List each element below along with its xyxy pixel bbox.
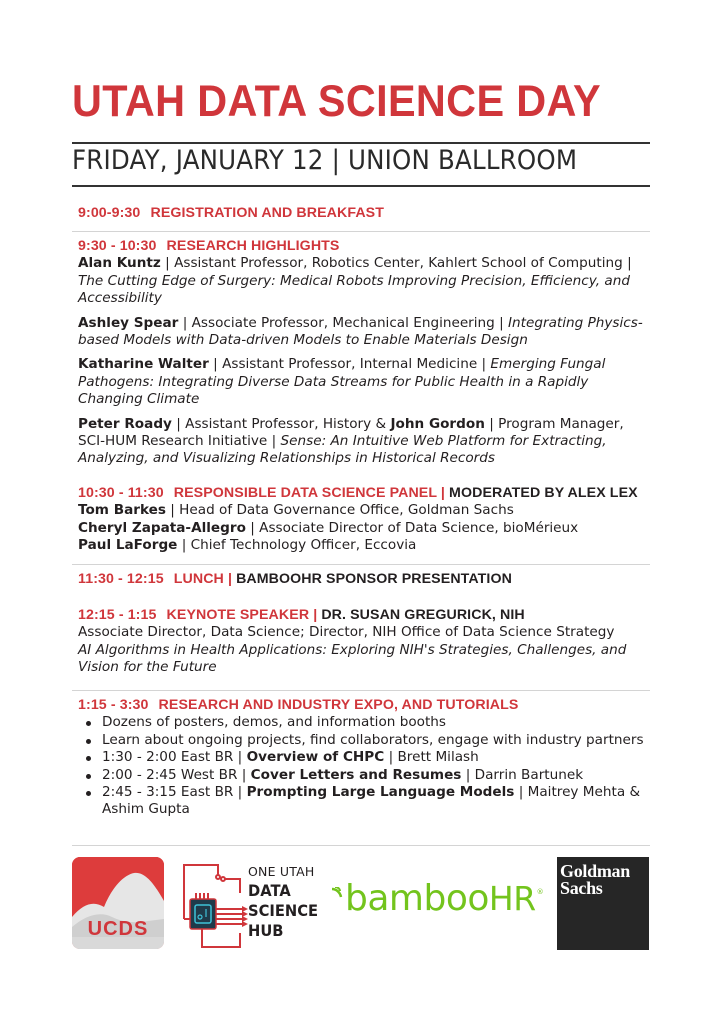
separator: | [233, 749, 247, 766]
separator: | [494, 314, 509, 331]
expo-item-text: Learn about ongoing projects, find collaborators, engage with industry partners [102, 731, 644, 748]
section-title: REGISTRATION AND BREAKFAST [150, 205, 385, 221]
separator: | [461, 766, 475, 783]
separator: | [477, 356, 491, 373]
hub-line-1: ONE UTAH [248, 864, 315, 879]
section-title: RESEARCH AND INDUSTRY EXPO, AND TUTORIALS [158, 697, 519, 713]
section-header [78, 697, 650, 714]
time-slot: 9:00-9:30 [78, 205, 141, 221]
speaker-name: Ashley Spear [78, 314, 179, 331]
talk-item [78, 255, 650, 307]
schedule-keynote [78, 607, 650, 677]
talk-item [78, 416, 650, 468]
goldman-sachs-logo [557, 857, 649, 950]
section-title: LUNCH [173, 571, 224, 587]
event-title: UTAH DATA SCIENCE DAY [72, 77, 601, 126]
time-slot: 9:30 - 10:30 [78, 238, 157, 254]
separator: | [245, 519, 260, 536]
sponsor-logos [0, 855, 722, 955]
separator: | [233, 784, 247, 801]
speaker-role: Assistant Professor, History & [185, 415, 387, 432]
keynote-role: Associate Director, Data Science; Director, NIH Office of Data Science Strategy [78, 624, 615, 641]
tutorial-slot: 2:00 - 2:45 West BR [102, 766, 238, 783]
keynote-talk-title: AI Algorithms in Health Applications: Exploring NIH's Strategies, Challenges, and Vision for the Future [78, 641, 627, 676]
tutorial-slot: 1:30 - 2:00 East BR [102, 749, 234, 766]
ucds-logo [72, 857, 164, 949]
separator: | [223, 571, 237, 587]
speaker-name: Katharine Walter [78, 356, 209, 373]
speaker-role-2: Program Manager, SCI-HUM Research Initiative [78, 415, 624, 450]
schedule-research-highlights [78, 238, 650, 468]
speaker-name: Alan Kuntz [78, 255, 161, 272]
panelist [78, 537, 650, 554]
time-slot: 1:15 - 3:30 [78, 697, 149, 713]
speaker-role: Assistant Professor, Internal Medicine [222, 356, 478, 373]
talk-title: Integrating Physics-based Models with Data-driven Models to Enable Materials Design [78, 314, 643, 349]
hub-line-2: DATA [248, 881, 291, 900]
panelist-role: Associate Director of Data Science, bioMérieux [259, 519, 579, 536]
schedule-registration [78, 205, 650, 222]
section-header [78, 205, 650, 222]
separator: | [309, 607, 322, 623]
separator: | [208, 356, 223, 373]
separator: | [165, 502, 180, 519]
separator: | [384, 749, 398, 766]
tutorial-presenter: Darrin Bartunek [474, 766, 584, 783]
time-slot: 12:15 - 1:15 [78, 607, 157, 623]
separator: | [622, 255, 632, 272]
panelist [78, 502, 650, 519]
separator: | [237, 766, 251, 783]
time-slot: 10:30 - 11:30 [78, 485, 164, 501]
expo-item [102, 714, 650, 731]
title-divider-bottom [72, 185, 650, 187]
schedule-lunch [78, 571, 650, 588]
panelist-name: Tom Barkes [78, 502, 166, 519]
section-header [78, 485, 650, 502]
speaker-name: Peter Roady [78, 415, 172, 432]
panelist [78, 520, 650, 537]
expo-item [102, 732, 650, 749]
separator: | [178, 314, 192, 331]
registered-mark: ® [536, 888, 544, 896]
separator: | [514, 784, 528, 801]
tutorial-session: Prompting Large Language Models [246, 784, 515, 801]
hub-line-4: HUB [248, 921, 284, 940]
section-title: RESEARCH HIGHLIGHTS [166, 238, 340, 254]
moderator: MODERATED BY ALEX LEX [449, 485, 638, 501]
circuit-chip-icon [178, 861, 248, 949]
speaker-role: Associate Professor, Mechanical Engineering [191, 314, 495, 331]
section-divider [72, 231, 650, 232]
panelist-name: Paul LaForge [78, 537, 178, 554]
tutorial-session: Overview of CHPC [246, 749, 385, 766]
section-divider [72, 690, 650, 691]
speaker-name-2: John Gordon [390, 415, 485, 432]
talk-title: Sense: An Intuitive Web Platform for Extracting, Analyzing, and Visualizing Relationships in Historical Records [78, 433, 607, 467]
leaf-icon [331, 887, 345, 899]
expo-item-text: Dozens of posters, demos, and information booths [102, 714, 446, 731]
time-slot: 11:30 - 12:15 [78, 571, 164, 587]
goldman-wordmark [560, 863, 630, 897]
ucds-label: UCDS [87, 918, 149, 940]
tutorial-item [102, 784, 650, 819]
panelist-role: Chief Technology Officer, Eccovia [190, 537, 417, 554]
tutorial-item [102, 767, 650, 784]
bamboo-word: bamboo [345, 878, 489, 919]
data-science-hub-logo [178, 861, 328, 949]
panelist-role: Head of Data Governance Office, Goldman Sachs [179, 502, 514, 519]
talk-item [78, 315, 650, 350]
keynote-speaker: DR. SUSAN GREGURICK, NIH [321, 607, 525, 623]
goldman-line-1: Goldman [560, 861, 630, 881]
tutorial-item [102, 749, 650, 766]
panelist-name: Cheryl Zapata-Allegro [78, 519, 246, 536]
event-date-venue: FRIDAY, JANUARY 12 | UNION BALLROOM [72, 145, 578, 176]
speaker-role: Assistant Professor, Robotics Center, Kahlert School of Computing [174, 255, 623, 272]
section-divider [72, 845, 650, 846]
talk-item [78, 356, 650, 408]
tutorial-presenter: Brett Milash [397, 749, 479, 766]
separator: | [160, 255, 175, 272]
schedule-expo [78, 697, 650, 819]
section-divider [72, 564, 650, 565]
talk-title: Emerging Fungal Pathogens: Integrating Diverse Data Streams for Public Health in a Rapidly Changing Climate [78, 356, 606, 408]
tutorial-session: Cover Letters and Resumes [250, 766, 462, 783]
section-header [78, 238, 650, 255]
goldman-line-2: Sachs [560, 878, 603, 898]
hub-line-3: SCIENCE [248, 901, 319, 920]
talk-title: The Cutting Edge of Surgery: Medical Robots Improving Precision, Efficiency, and Accessibility [78, 272, 630, 307]
separator: | [267, 433, 281, 450]
separator: | [436, 485, 450, 501]
separator: | [177, 537, 191, 554]
section-header [78, 607, 650, 624]
lunch-detail: BAMBOOHR SPONSOR PRESENTATION [236, 571, 512, 587]
separator: | [171, 415, 186, 432]
schedule-panel [78, 485, 650, 555]
separator: | [484, 415, 499, 432]
section-title: KEYNOTE SPEAKER [166, 607, 310, 623]
tutorial-slot: 2:45 - 3:15 East BR [102, 784, 234, 801]
hub-wordmark [248, 863, 324, 941]
bamboohr-logo [333, 878, 544, 919]
tutorial-presenter: Maitrey Mehta & Ashim Gupta [102, 784, 641, 818]
section-header [78, 571, 650, 588]
hr-word: HR [488, 879, 536, 918]
expo-list [78, 714, 650, 818]
section-title: RESPONSIBLE DATA SCIENCE PANEL [173, 485, 437, 501]
title-divider-top [72, 142, 650, 144]
